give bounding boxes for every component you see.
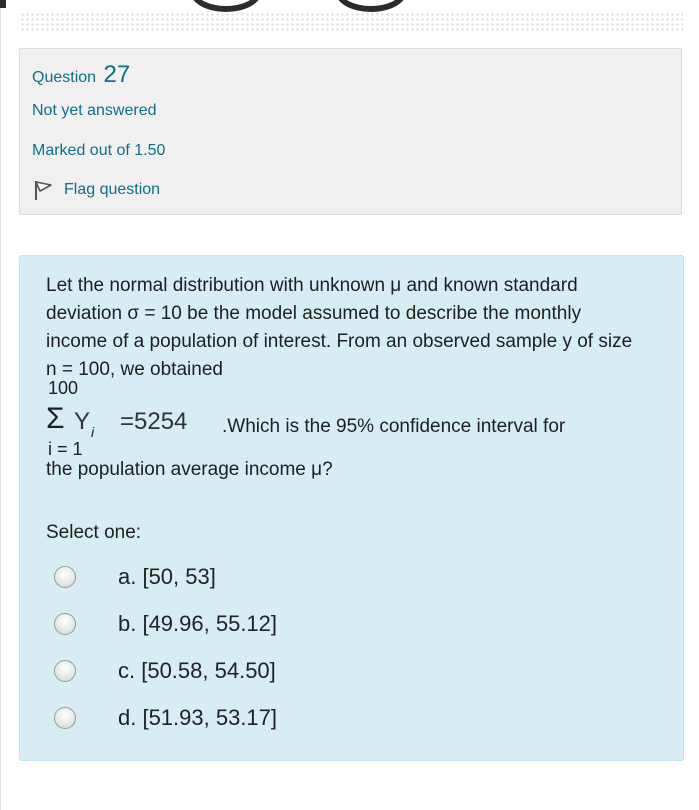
answer-label-d: d. [51.93, 53.17]	[118, 705, 278, 730]
radio-button-c[interactable]	[54, 660, 76, 682]
answer-option-b[interactable]	[54, 611, 277, 637]
question-state: Not yet answered	[32, 102, 157, 119]
question-title	[32, 61, 130, 89]
sum-lower-limit: i = 1	[48, 439, 83, 459]
sum-subscript: i	[91, 424, 95, 440]
radio-button-b[interactable]	[54, 613, 76, 635]
radio-button-d[interactable]	[54, 707, 76, 729]
question-text: Let the normal distribution with unknown μ and known standard deviation σ = 10 be the model assumed to describe the monthly income of a population of interest. From an observed sample y of size n = 100, we obtained	[46, 275, 633, 380]
question-label: Question	[32, 69, 97, 86]
answer-option-d[interactable]	[54, 705, 277, 731]
top-arc-2	[335, 0, 407, 12]
top-arc-1	[190, 0, 262, 12]
sum-formula	[46, 378, 666, 464]
question-text-end: the population average income μ?	[46, 459, 333, 480]
sum-upper-limit: 100	[48, 378, 79, 398]
sum-variable: Y	[74, 408, 91, 435]
select-one-prompt: Select one:	[46, 522, 142, 543]
top-bar-mark	[0, 0, 6, 8]
top-decoration	[0, 0, 699, 40]
question-grade: Marked out of 1.50	[32, 142, 166, 159]
sigma-symbol: Σ	[46, 402, 65, 435]
answer-label-a: a. [50, 53]	[118, 564, 216, 589]
dotted-progress-strip	[20, 12, 683, 32]
question-number: 27	[103, 61, 131, 88]
answer-option-a[interactable]	[54, 564, 216, 590]
radio-button-a[interactable]	[54, 566, 76, 588]
question-info-panel	[19, 48, 682, 215]
sum-value: =5254	[120, 408, 188, 435]
answer-label-b: b. [49.96, 55.12]	[118, 611, 278, 636]
page-border	[0, 0, 1, 810]
flag-icon	[32, 179, 54, 201]
question-content-panel	[19, 255, 684, 761]
flag-question-label: Flag question	[64, 181, 161, 198]
question-text-continued: .Which is the 95% confidence interval for	[222, 416, 566, 437]
answer-option-c[interactable]	[54, 658, 276, 684]
answer-label-c: c. [50.58, 54.50]	[118, 658, 276, 683]
flag-question-link[interactable]	[32, 179, 160, 201]
